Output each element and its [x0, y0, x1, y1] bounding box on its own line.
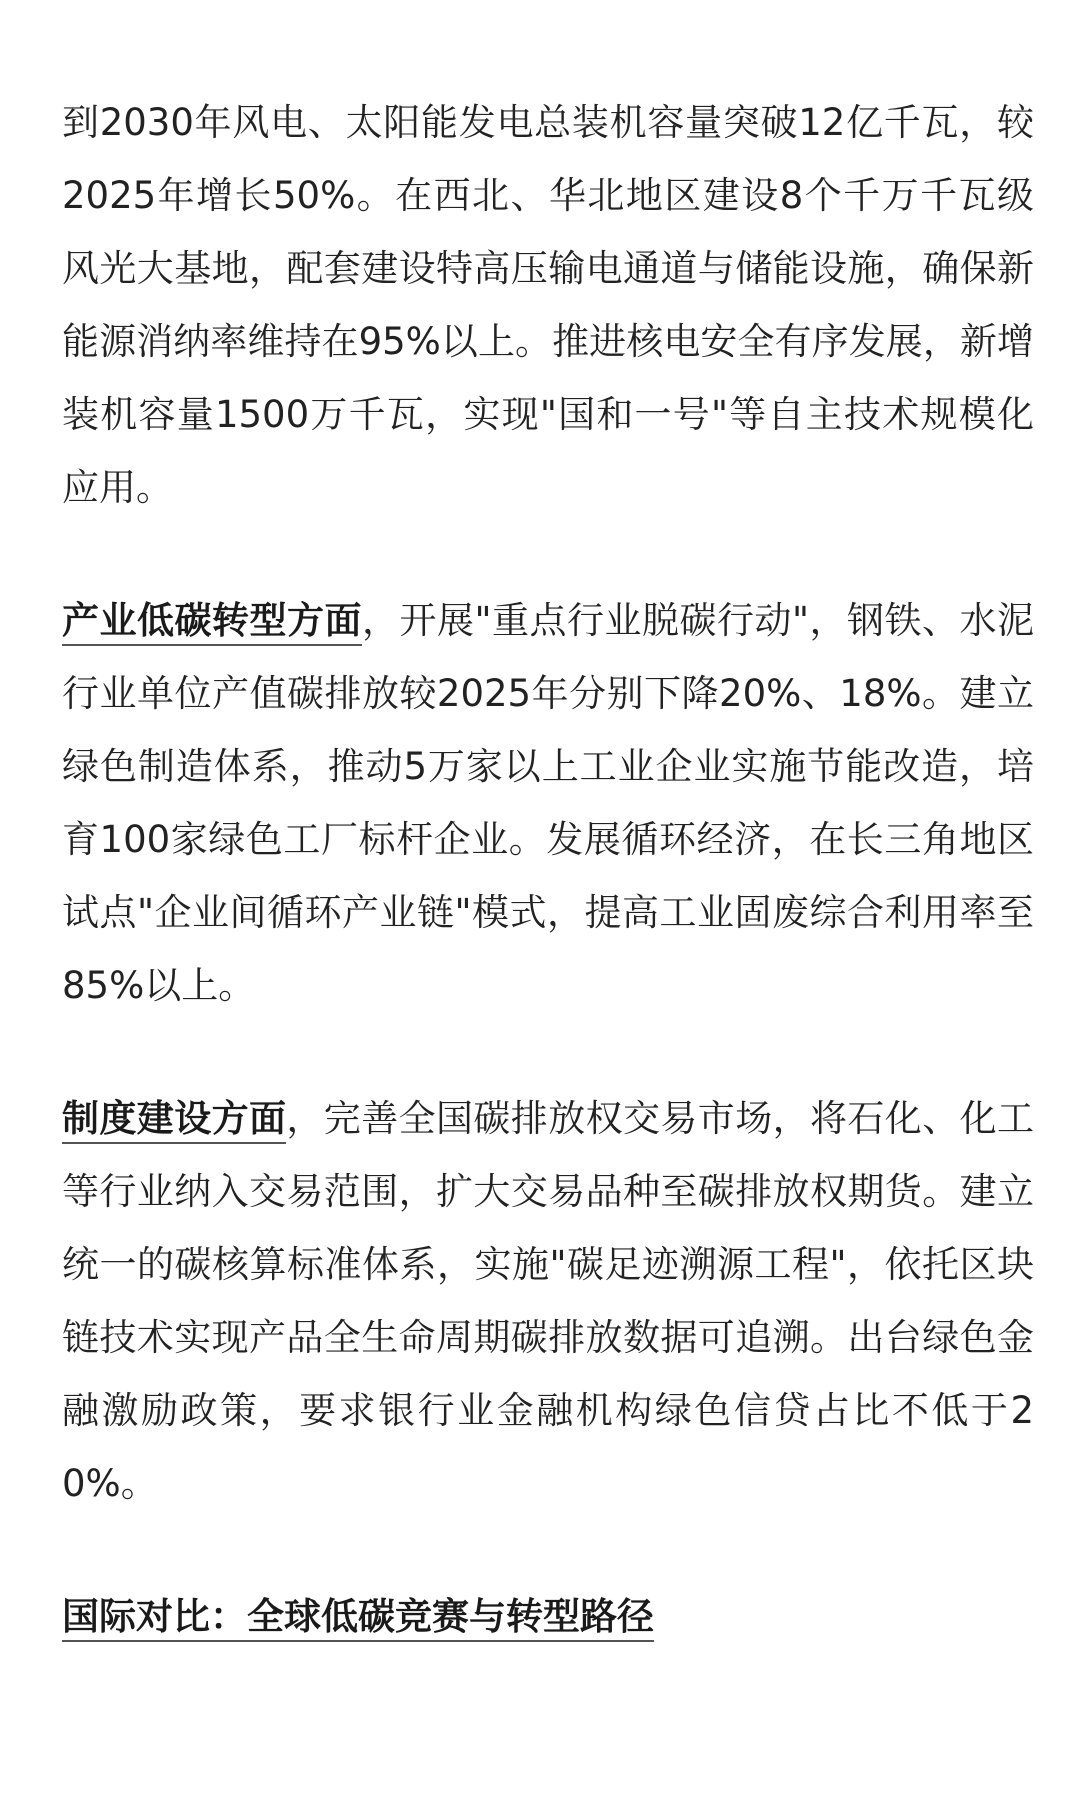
paragraph-text: ，完善全国碳排放权交易市场，将石化、化工等行业纳入交易范围，扩大交易品种至碳排放权期货。建立统一的碳核算标准体系，实施"碳足迹溯源工程"，依托区块链技术实现产品全生命周期碳排放数据可追溯。出台绿色金融激励政策，要求银行业金融机构绿色信贷占比不低于20%。	[62, 1097, 1035, 1505]
paragraph-energy-targets	[62, 86, 1034, 524]
paragraph-institution-building	[62, 1082, 1034, 1520]
paragraph-text: 到2030年风电、太阳能发电总装机容量突破12亿千瓦，较2025年增长50%。在西北、华北地区建设8个千万千瓦级风光大基地，配套建设特高压输电通道与储能设施，确保新能源消纳率维持在95%以上。推进核电安全有序发展，新增装机容量1500万千瓦，实现"国和一号"等自主技术规模化应用。	[62, 101, 1034, 509]
paragraph-lead-industry: 产业低碳转型方面	[62, 599, 362, 646]
paragraph-lead-institution: 制度建设方面	[62, 1097, 286, 1144]
section-heading	[62, 1580, 1034, 1653]
article-body	[62, 86, 1034, 1653]
paragraph-industry-transition	[62, 584, 1034, 1022]
section-heading-text: 国际对比：全球低碳竞赛与转型路径	[62, 1595, 654, 1642]
paragraph-text: ，开展"重点行业脱碳行动"，钢铁、水泥行业单位产值碳排放较2025年分别下降20%、18%。建立绿色制造体系，推动5万家以上工业企业实施节能改造，培育100家绿色工厂标杆企业。发展循环经济，在长三角地区试点"企业间循环产业链"模式，提高工业固废综合利用率至85%以上。	[62, 599, 1035, 1007]
